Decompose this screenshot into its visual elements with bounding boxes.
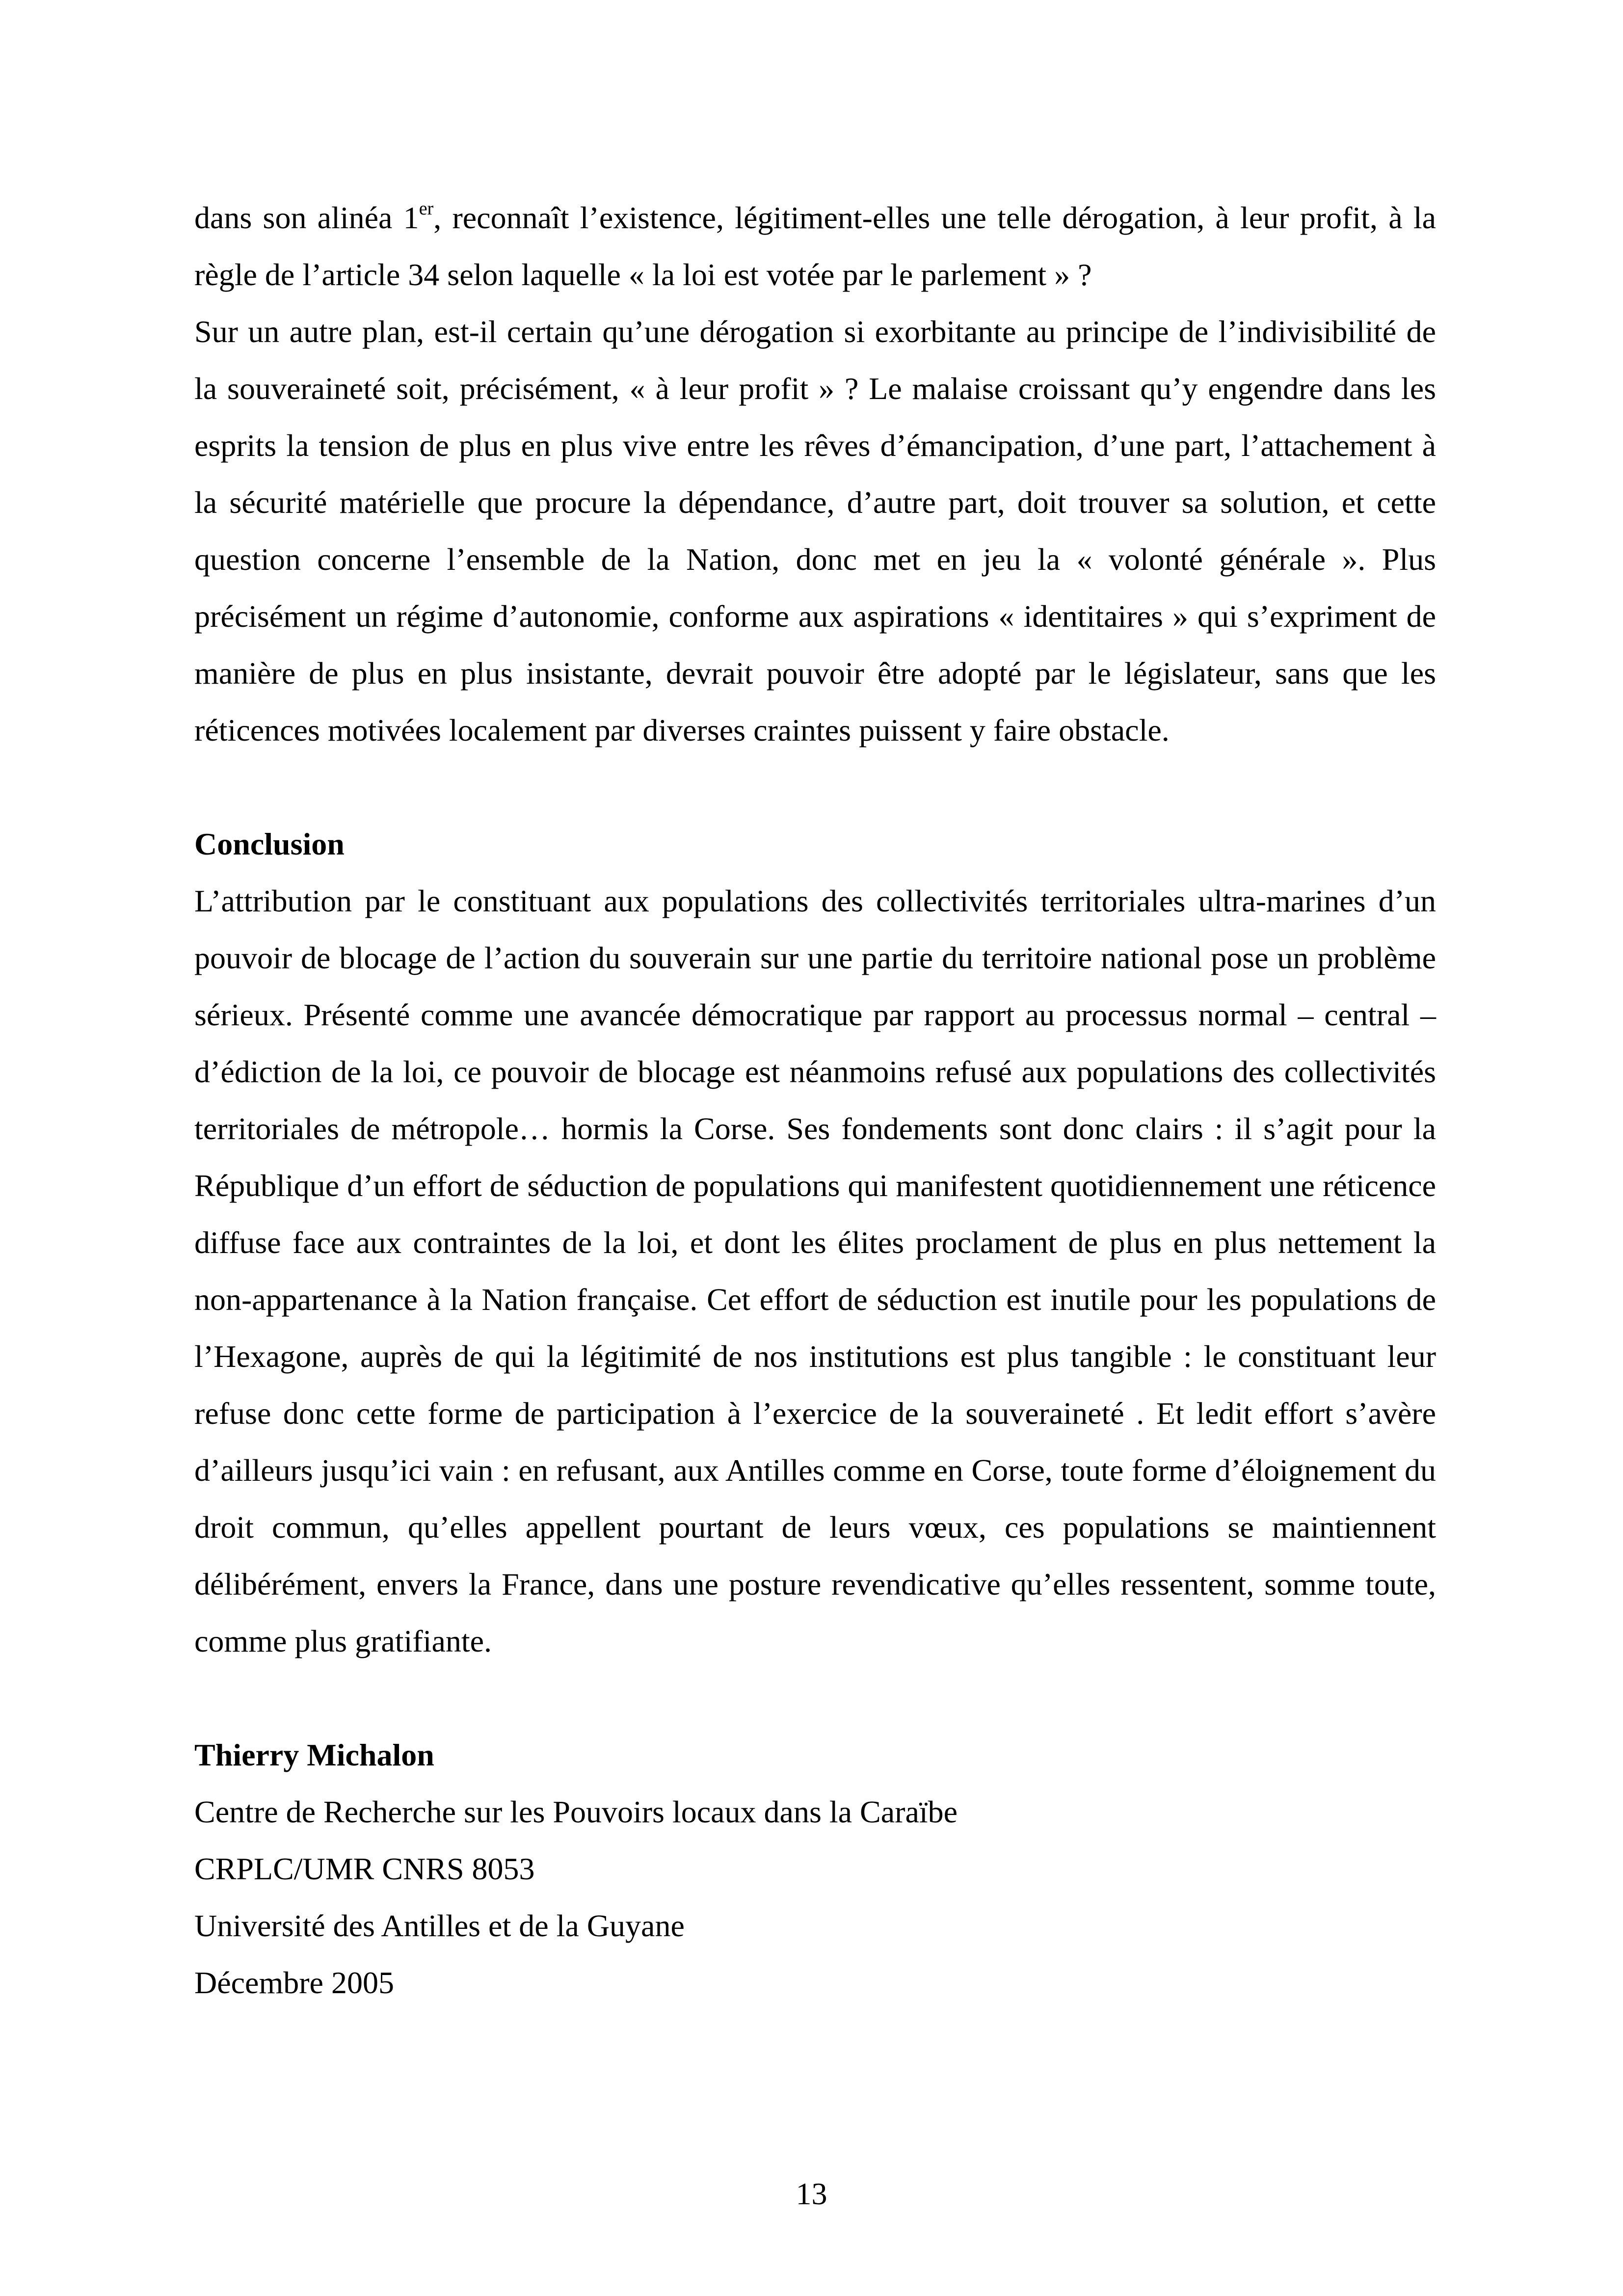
author-name: Thierry Michalon (194, 1737, 434, 1772)
affiliation-line-1: Centre de Recherche sur les Pouvoirs locaux dans la Caraïbe (194, 1794, 958, 1829)
conclusion-heading: Conclusion (194, 827, 345, 861)
paragraph-continuation (194, 189, 1436, 303)
superscript-er: er (419, 198, 434, 219)
affiliation-line-3: Université des Antilles et de la Guyane (194, 1908, 685, 1943)
affiliation-line-2: CRPLC/UMR CNRS 8053 (194, 1851, 535, 1886)
paragraph-1-rest: , reconnaît l’existence, légitiment-elles une telle dérogation, à leur profit, à la règle de l’article 34 selon laquelle « la loi est votée par le parlement » ? (194, 200, 1437, 292)
paragraph-2: Sur un autre plan, est-il certain qu’une dérogation si exorbitante au principe de l’indivisibilité de la souveraineté soit, précisément, « à leur profit » ? Le malaise croissant qu’y engendre dans les esprits la tension de plus en plus vive entre les rêves d’émancipation, d’une part, l’attachement à la sécurité matérielle que procure la dépendance, d’autre part, doit trouver sa solution, et cette question concerne l’ensemble de la Nation, donc met en jeu la « volonté générale ». Plus précisément un régime d’autonomie, conforme aux aspirations « identitaires » qui s’expriment de manière de plus en plus insistante, devrait pouvoir être adopté par le législateur, sans que les réticences motivées localement par diverses craintes puissent y faire obstacle. (194, 314, 1436, 748)
conclusion-paragraph: L’attribution par le constituant aux populations des collectivités territoriales ultra-marines d’un pouvoir de blocage de l’action du souverain sur une partie du territoire national pose un problème sérieux. Présenté comme une avancée démocratique par rapport au processus normal – central – d’édiction de la loi, ce pouvoir de blocage est néanmoins refusé aux populations des collectivités territoriales de métropole… hormis la Corse. Ses fondements sont donc clairs : il s’agit pour la République d’un effort de séduction de populations qui manifestent quotidiennement une réticence diffuse face aux contraintes de la loi, et dont les élites proclament de plus en plus nettement la non-appartenance à la Nation française. Cet effort de séduction est inutile pour les populations de l’Hexagone, auprès de qui la légitimité de nos institutions est plus tangible : le constituant leur refuse donc cette forme de participation à l’exercice de la souveraineté . Et ledit effort s’avère d’ailleurs jusqu’ici vain : en refusant, aux Antilles comme en Corse, toute forme d’éloignement du droit commun, qu’elles appellent pourtant de leurs vœux, ces populations se maintiennent délibérément, envers la France, dans une posture revendicative qu’elles ressentent, somme toute, comme plus gratifiante. (194, 883, 1436, 1658)
signature-date: Décembre 2005 (194, 1965, 394, 2000)
signature-block (194, 1727, 1436, 2011)
paragraph-1-start: dans son alinéa 1 (194, 200, 419, 235)
spacer (194, 759, 1436, 816)
page-content (194, 189, 1436, 2011)
spacer (194, 1670, 1436, 1727)
page-number: 13 (796, 2176, 827, 2211)
